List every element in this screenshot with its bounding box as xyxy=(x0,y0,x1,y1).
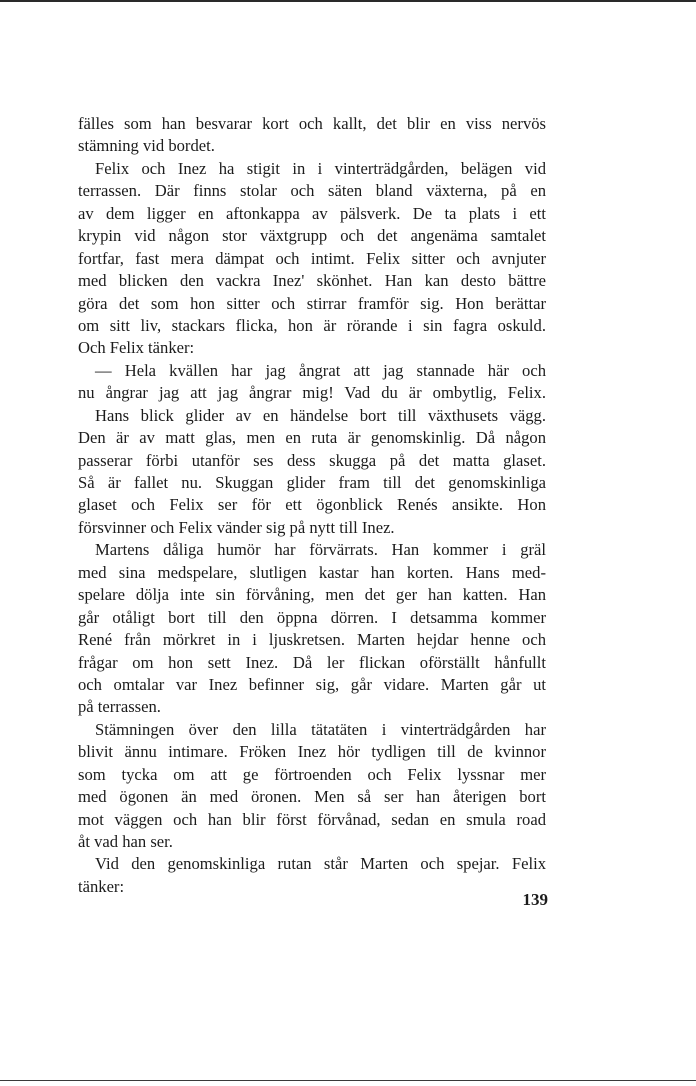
text-line: blivit ännu intimare. Fröken Inez hör tydligen till de kvinnor xyxy=(78,742,546,762)
text-line: av dem ligger en aftonkappa av pälsverk. De ta plats i ett xyxy=(78,203,546,223)
text-line: stämning vid bordet. xyxy=(78,136,215,156)
text-line: åt vad han ser. xyxy=(78,832,173,851)
text-line: Hans blick glider av en händelse bort till växthusets vägg. xyxy=(95,405,546,425)
text-line: frågar om hon sett Inez. Då ler flickan oförställt hånfullt xyxy=(78,652,546,672)
text-line: som tycka om att ge förtroenden och Felix lyssnar mer xyxy=(78,764,546,784)
text-line: Och Felix tänker: xyxy=(78,338,195,358)
text-line: fälles som han besvarar kort och kallt, det blir en viss nervös xyxy=(78,114,546,133)
text-line: Stämningen över den lilla tätatäten i vinterträdgården har xyxy=(95,719,546,739)
text-line: försvinner och Felix vänder sig på nytt till Inez. xyxy=(78,517,395,537)
body-text xyxy=(78,113,546,898)
text-line: nu ångrar jag att jag ångrar mig! Vad du är ombytlig, Felix. xyxy=(78,383,546,403)
text-line: — Hela kvällen har jag ångrat att jag stannade här och xyxy=(95,360,546,380)
text-line: krypin vid någon stor växtgrupp och det angenäma samtalet xyxy=(78,226,546,246)
text-line: mot väggen och han blir först förvånad, sedan en smula road xyxy=(78,809,546,829)
text-line: glaset och Felix ser för ett ögonblick Renés ansikte. Hon xyxy=(78,495,546,515)
text-line: René från mörkret in i ljuskretsen. Marten hejdar henne och xyxy=(78,630,546,650)
text-line: med ögonen än med öronen. Men så ser han återigen bort xyxy=(78,787,546,807)
text-line: göra det som hon sitter och stirrar framför sig. Hon berättar xyxy=(78,293,546,313)
text-line: går otåligt bort till den öppna dörren. I detsamma kommer xyxy=(78,607,546,627)
text-line: Så är fallet nu. Skuggan glider fram till det genomskinliga xyxy=(78,473,546,492)
bottom-edge-rule xyxy=(0,1080,696,1081)
text-line: tänker: xyxy=(78,876,125,896)
top-edge-rule xyxy=(0,0,696,2)
text-line: terrassen. Där finns stolar och säten bland växterna, på en xyxy=(78,181,546,201)
text-line: Martens dåliga humör har förvärrats. Han kommer i gräl xyxy=(95,540,546,560)
text-line: fortfar, fast mera dämpat och intimt. Felix sitter och avnjuter xyxy=(78,248,546,268)
text-line: Vid den genomskinliga rutan står Marten och spejar. Felix xyxy=(95,854,546,874)
text-line: på terrassen. xyxy=(78,697,161,717)
text-line: spelare dölja inte sin förvåning, men det ger han katten. Han xyxy=(78,585,546,605)
page-number: 139 xyxy=(522,890,548,909)
text-line: om sitt liv, stackars flicka, hon är rörande i sin fagra oskuld. xyxy=(78,315,546,335)
text-line: Felix och Inez ha stigit in i vinterträdgården, belägen vid xyxy=(95,158,546,178)
text-line: och omtalar var Inez befinner sig, går vidare. Marten går ut xyxy=(78,674,546,694)
text-line: Den är av matt glas, men en ruta är genomskinlig. Då någon xyxy=(78,428,546,448)
text-line: med blicken den vackra Inez' skönhet. Han kan desto bättre xyxy=(78,271,546,291)
text-line: passerar förbi utanför ses dess skugga på det matta glaset. xyxy=(78,450,546,470)
text-line: med sina medspelare, slutligen kastar han korten. Hans med- xyxy=(78,562,546,582)
